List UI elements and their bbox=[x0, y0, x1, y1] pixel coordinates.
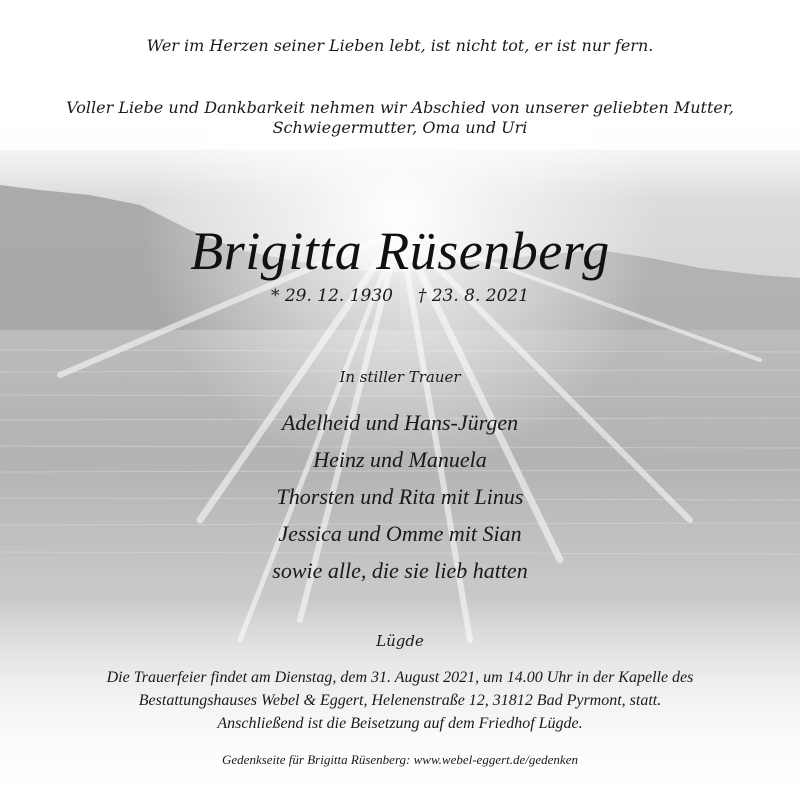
mourners-list bbox=[0, 404, 800, 589]
mourning-label: In stiller Trauer bbox=[339, 368, 461, 386]
birth-symbol: * bbox=[270, 286, 280, 306]
intro-text bbox=[0, 98, 800, 138]
memorial-page-link: Gedenkseite für Brigitta Rüsenberg: www.webel-eggert.de/gedenken bbox=[222, 752, 578, 767]
ceremony-line: Bestattungshauses Webel & Eggert, Helenenstraße 12, 31812 Bad Pyrmont, statt. bbox=[138, 692, 662, 709]
mourner-entry: sowie alle, die sie lieb hatten bbox=[272, 558, 528, 583]
ceremony-info bbox=[0, 666, 800, 735]
death-date: 23. 8. 2021 bbox=[431, 286, 530, 306]
birth-date: 29. 12. 1930 bbox=[284, 286, 393, 306]
mourner-entry: Heinz und Manuela bbox=[313, 447, 487, 472]
intro-line: Voller Liebe und Dankbarkeit nehmen wir Abschied von unserer geliebten Mutter, bbox=[66, 98, 734, 117]
motto: Wer im Herzen seiner Lieben lebt, ist nicht tot, er ist nur fern. bbox=[146, 36, 654, 55]
ceremony-line: Die Trauerfeier findet am Dienstag, dem 31. August 2021, um 14.00 Uhr in der Kapelle des bbox=[106, 669, 694, 686]
place-name: Lügde bbox=[376, 632, 424, 650]
mourner-entry: Adelheid und Hans-Jürgen bbox=[281, 410, 519, 435]
intro-line: Schwiegermutter, Oma und Uri bbox=[272, 118, 528, 137]
mourner-entry: Thorsten und Rita mit Linus bbox=[276, 484, 524, 509]
deceased-name: Brigitta Rüsenberg bbox=[190, 221, 610, 281]
mourner-entry: Jessica und Omme mit Sian bbox=[278, 521, 522, 546]
ceremony-line: Anschließend ist die Beisetzung auf dem Friedhof Lügde. bbox=[217, 715, 583, 732]
death-symbol: † bbox=[417, 286, 427, 306]
life-dates bbox=[0, 286, 800, 306]
